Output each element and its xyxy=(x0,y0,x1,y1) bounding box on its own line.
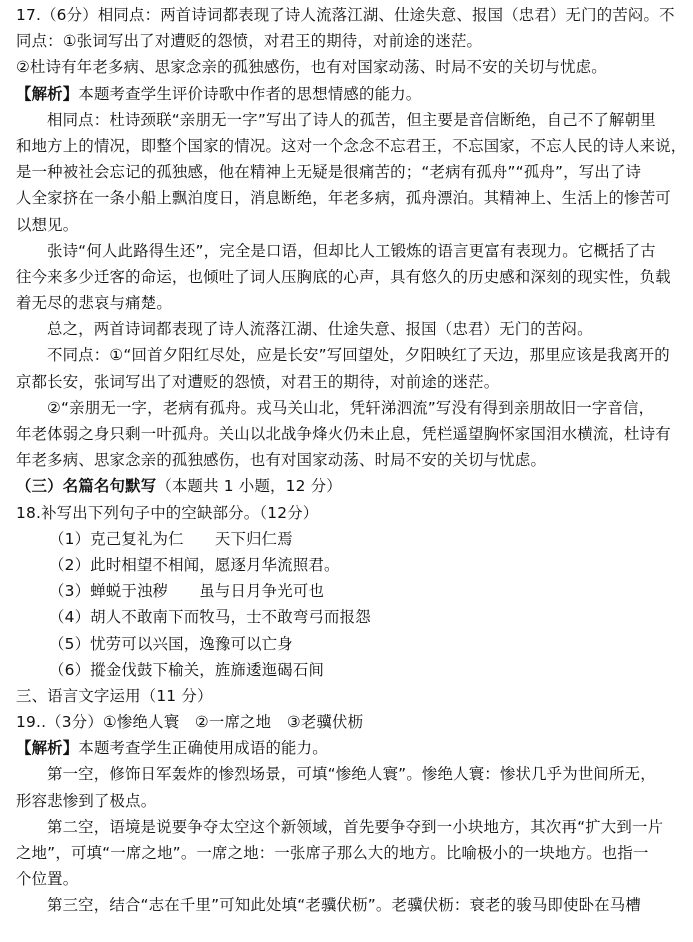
q18-answer: （5）忧劳可以兴国，逸豫可以亡身 xyxy=(49,634,293,653)
section-title: （三）名篇名句默写 xyxy=(16,477,157,496)
q17-analysis xyxy=(16,81,689,107)
paragraph-line: 以想见。 xyxy=(16,215,79,234)
paragraph-line: 往今来多少迁客的命运，也倾吐了词人压胸底的心声，具有悠久的历史感和深刻的现实性，负载 xyxy=(16,267,671,286)
q18-stem: 18.补写出下列句子中的空缺部分。（12分） xyxy=(16,503,319,522)
q17-answer-line: 17.（6分）相同点：两首诗词都表现了诗人流落江湖、仕途失意、报国（忠君）无门的苦闷。不 xyxy=(16,6,675,24)
section-note: （本题共 1 小题，12 分） xyxy=(156,477,342,496)
paragraph-line: 年老多病、思家念亲的孤独感伤，也有对国家动荡、时局不安的关切与忧虑。 xyxy=(16,451,547,470)
paragraph-line: 形容悲惨到了极点。 xyxy=(16,791,157,810)
paragraph-line: 相同点：杜诗颈联“亲朋无一字”写出了诗人的孤苦，但主要是音信断绝，自己不了解朝里 xyxy=(47,110,656,129)
paragraph-line: 第三空，结合“志在千里”可知此处填“老骥伏枥”。老骥伏枥：衰老的骏马即使卧在马槽 xyxy=(47,896,641,915)
paragraph-line: 是一种被社会忘记的孤独感，他在精神上无疑是很痛苦的；“老病有孤舟”“孤舟”，写出了诗 xyxy=(16,163,642,182)
q18-answer: （2）此时相望不相闻，愿逐月华流照君。 xyxy=(49,555,340,574)
q17-answer-line: 同点：①张词写出了对遭贬的怨愤，对君王的期待，对前途的迷茫。 xyxy=(16,32,483,51)
q19-answer: 19..（3分）①惨绝人寰 ②一席之地 ③老骥伏枥 xyxy=(16,713,364,732)
analysis-tag: 【解析】 xyxy=(16,739,79,758)
paragraph-line: 年老体弱之身只剩一叶孤舟。关山以北战争烽火仍未止息，凭栏遥望胸怀家国泪水横流，杜诗有 xyxy=(16,425,671,443)
analysis-tag: 【解析】 xyxy=(16,84,79,103)
paragraph-line: 不同点：①“回首夕阳红尽处，应是长安”写回望处，夕阳映红了天边，那里应该是我离开的 xyxy=(47,346,670,365)
paragraph-line: 之地”，可填“一席之地”。一席之地：一张席子那么大的地方。比喻极小的一块地方。也指一 xyxy=(16,844,649,862)
paragraph-line: 张诗“何人此路得生还”，完全是口语，但却比人工锻炼的语言更富有表现力。它概括了古 xyxy=(47,241,656,260)
paragraph-line: 人全家挤在一条小船上飘泊度日，消息断绝，年老多病，孤舟漂泊。其精神上、生活上的惨苦可 xyxy=(16,189,671,208)
paragraph-line: 个位置。 xyxy=(16,870,79,889)
paragraph-line: 总之，两首诗词都表现了诗人流落江湖、仕途失意、报国（忠君）无门的苦闷。 xyxy=(47,320,593,339)
q17-answer-line: ②杜诗有年老多病、思家念亲的孤独感伤，也有对国家动荡、时局不安的关切与忧虑。 xyxy=(16,58,607,77)
paragraph-line: 着无尽的悲哀与痛楚。 xyxy=(16,294,172,313)
q18-answer: （1）克己复礼为仁 天下归仁焉 xyxy=(49,529,293,548)
q19-analysis xyxy=(16,735,689,761)
part-heading: 三、语言文字运用（11 分） xyxy=(16,686,213,705)
analysis-text: 本题考查学生评价诗歌中作者的思想情感的能力。 xyxy=(78,84,422,103)
q18-answer: （6）摐金伐鼓下榆关，旌旆逶迤碣石间 xyxy=(49,660,325,679)
q18-answer: （4）胡人不敢南下而牧马，士不敢弯弓而报怨 xyxy=(49,608,371,627)
section-heading xyxy=(16,473,689,499)
paragraph-line: 京都长安，张词写出了对遭贬的怨愤，对君王的期待，对前途的迷茫。 xyxy=(16,372,500,391)
analysis-text: 本题考查学生正确使用成语的能力。 xyxy=(78,739,328,758)
paragraph-line: 第二空，语境是说要争夺太空这个新领域，首先要争夺到一小块地方，其次再“扩大到一片 xyxy=(47,817,664,836)
paragraph-line: 和地方上的情况，即整个国家的情况。这对一个念念不忘君王，不忘国家，不忘人民的诗人来说， xyxy=(16,136,687,155)
paragraph-line: ②“亲朋无一字，老病有孤舟。戎马关山北，凭轩涕泗流”写没有得到亲朋故旧一字音信， xyxy=(47,398,655,417)
paragraph-line: 第一空，修饰日军轰炸的惨烈场景，可填“惨绝人寰”。惨绝人寰：惨状几乎为世间所无， xyxy=(47,765,656,784)
q18-answer: （3）蝉蜕于浊秽 虽与日月争光可也 xyxy=(49,582,325,601)
